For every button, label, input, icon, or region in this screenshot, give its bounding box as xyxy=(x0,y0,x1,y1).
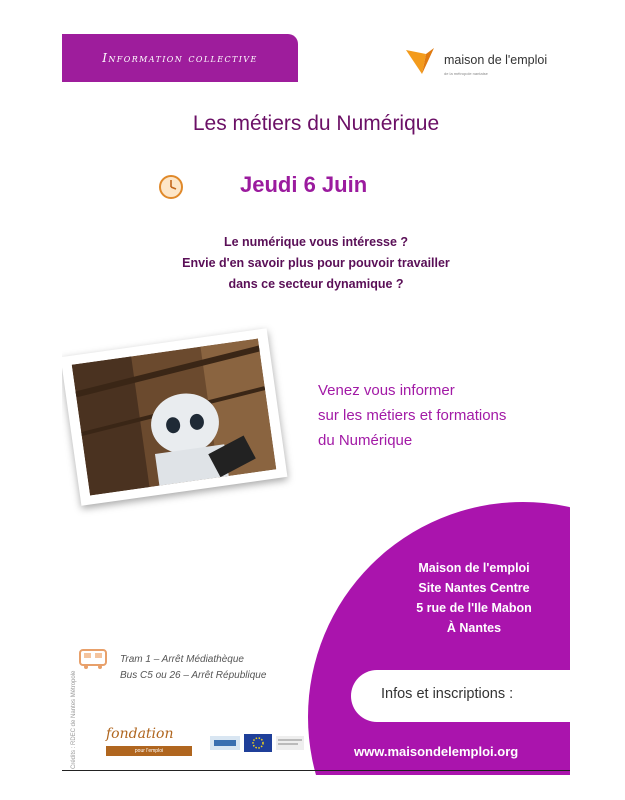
fondation-logo xyxy=(106,726,192,762)
logo-subtitle: de la métropole nantaise xyxy=(444,71,488,76)
photo-credits: Crédits : RDEC de Nantes Métropole xyxy=(71,670,77,769)
infos-label: Infos et inscriptions : xyxy=(381,686,514,702)
partner-logos xyxy=(210,732,305,754)
invite-line: du Numérique xyxy=(318,432,413,449)
website-link[interactable]: www.maisondelemploi.org xyxy=(354,744,519,759)
invite-text xyxy=(318,378,506,453)
intro-line: dans ce secteur dynamique ? xyxy=(228,277,404,291)
clock-icon xyxy=(158,174,184,200)
robot-photo xyxy=(62,328,287,505)
intro-line: Le numérique vous intéresse ? xyxy=(223,235,409,249)
address-line: À Nantes xyxy=(446,621,502,635)
address-line: Site Nantes Centre xyxy=(418,581,530,595)
fondation-tag: pour l'emploi xyxy=(134,748,164,754)
transport-line: Tram 1 – Arrêt Médiathèque xyxy=(120,654,244,665)
invite-line: sur les métiers et formations xyxy=(318,407,507,424)
tram-icon xyxy=(78,648,108,670)
transport-info xyxy=(120,652,266,684)
bottom-rule xyxy=(62,770,570,771)
event-date: Jeudi 6 Juin xyxy=(240,172,368,197)
transport-line: Bus C5 ou 26 – Arrêt République xyxy=(120,670,267,681)
maison-emploi-logo xyxy=(404,44,554,84)
infos-pill xyxy=(351,670,570,722)
logo-name: maison de l'emploi xyxy=(444,53,548,67)
banner xyxy=(62,34,298,82)
flyer xyxy=(62,30,570,775)
intro-line: Envie d'en savoir plus pour pouvoir travailler xyxy=(182,256,450,270)
address-block xyxy=(374,558,570,638)
robot-image xyxy=(72,339,277,496)
address-line: Maison de l'emploi xyxy=(418,561,530,575)
banner-label: Information collective xyxy=(102,51,258,65)
page-title: Les métiers du Numérique xyxy=(192,112,440,135)
fondation-name: fondation xyxy=(106,726,174,742)
logo-mark xyxy=(404,44,440,84)
invite-line: Venez vous informer xyxy=(318,382,455,399)
fondation-bar xyxy=(106,746,192,756)
intro-text xyxy=(62,232,570,295)
address-line: 5 rue de l'Ile Mabon xyxy=(416,601,532,615)
location-circle xyxy=(308,502,570,775)
